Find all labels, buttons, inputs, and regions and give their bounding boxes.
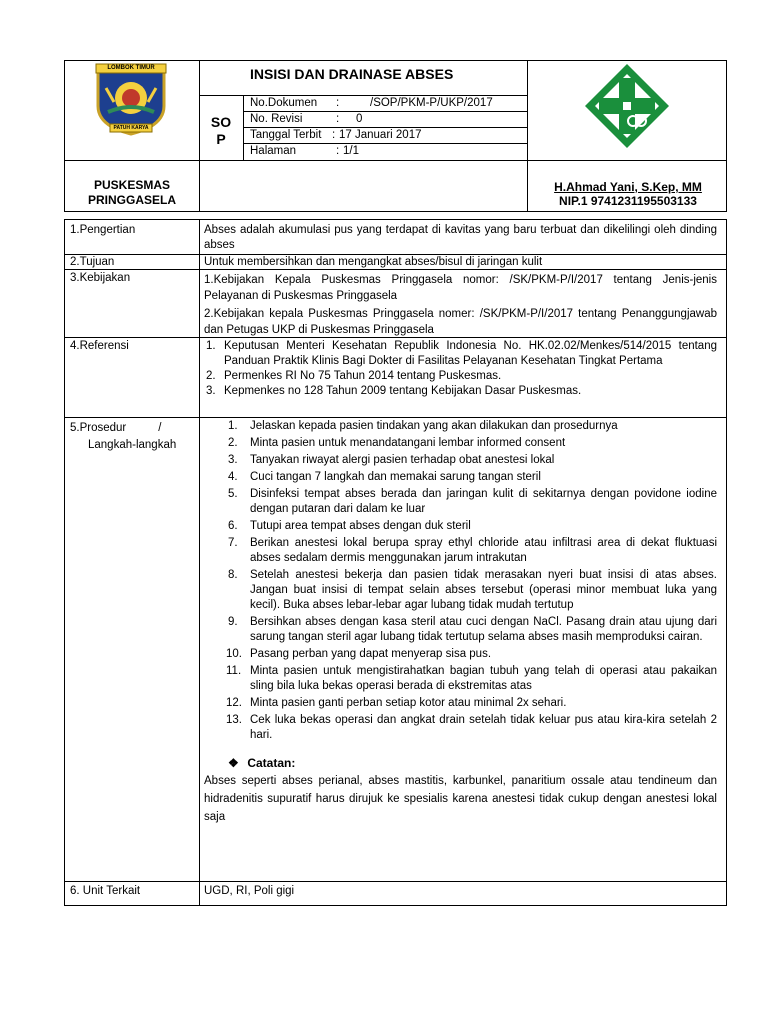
kebijakan-item: 1.Kebijakan Kepala Puskesmas Pringgasela nomor: /SK/PKM-P/I/2017 tentang Jenis-jenis Pelayanan di Puskesmas Pringgasela: [204, 274, 717, 302]
meta-sep: :: [332, 129, 336, 141]
prosedur-text: Minta pasien untuk mengistirahatkan bagian tubuh yang telah di operasi atau pakaikan sling bila luka bekas operasi berada di ekstremitas atas: [250, 665, 717, 692]
divider: [243, 111, 527, 112]
prosedur-text: Cuci tangan 7 langkah dan memakai sarung tangan steril: [250, 471, 541, 483]
org-name-line2: PRINGGASELA: [87, 193, 176, 207]
meta-label: Halaman: [250, 145, 297, 157]
org-name: [66, 178, 198, 208]
prosedur-item: [204, 664, 717, 694]
row-label-kebijakan: 3.Kebijakan: [70, 272, 131, 284]
divider: [199, 95, 527, 96]
prosedur-num: 6.: [228, 520, 238, 532]
meta-row-halaman: [250, 145, 526, 159]
row-text-pengertian: Abses adalah akumulasi pus yang terdapat di kavitas yang baru terbuat dan dikelilingi oleh dinding abses: [204, 224, 717, 251]
signer-nip: NIP.1 9741231195503133: [559, 194, 697, 208]
prosedur-label-line1: [70, 420, 196, 437]
signer-name: H.Ahmad Yani, S.Kep, MM: [554, 180, 702, 194]
meta-sep: :: [336, 113, 340, 125]
prosedur-num: 1.: [228, 420, 238, 432]
prosedur-item: [204, 696, 717, 711]
divider: [243, 127, 527, 128]
meta-value: /SOP/PKM-P/UKP/2017: [370, 97, 493, 109]
prosedur-item: [204, 615, 717, 645]
row-label-pengertian: 1.Pengertian: [70, 224, 136, 236]
prosedur-text: Berikan anestesi lokal berupa spray ethyl chloride atau infiltrasi area di dekat fluktuasi abses sedalam dermis menggunakan jarum intrakutan: [250, 537, 717, 564]
kebijakan-item: 2.Kebijakan kepala Puskesmas Pringgasela nomer: /SK/PKM-P/I/2017 tentang Penanggungjawab dan Petugas UKP di Puskesmas Pringgasela: [204, 308, 717, 336]
prosedur-item: [204, 419, 717, 434]
referensi-item: [204, 339, 717, 369]
referensi-text: Kepmenkes no 128 Tahun 2009 tentang Kebijakan Dasar Puskesmas.: [224, 385, 582, 397]
meta-row-dokumen: [250, 97, 526, 111]
prosedur-num: 9.: [228, 616, 238, 628]
prosedur-num: 3.: [228, 454, 238, 466]
row-label-tujuan: 2.Tujuan: [70, 256, 115, 268]
meta-label: No.Dokumen: [250, 97, 318, 109]
catatan-label: Catatan:: [247, 756, 296, 770]
row-text-tujuan: Untuk membersihkan dan mengangkat abses/bisul di jaringan kulit: [204, 256, 543, 268]
prosedur-item: [204, 487, 717, 517]
prosedur-item: [204, 713, 717, 743]
prosedur-text: Setelah anestesi bekerja dan pasien tidak merasakan nyeri buat insisi di atas abses. Jangan buat insisi di tempat selain abses tersebut (operasi minor membuat luka yang kecil). Buka abses lebar-lebar agar lubang tidak mudah tertutup: [250, 569, 717, 611]
prosedur-num: 10.: [226, 648, 242, 660]
meta-row-tanggal: [250, 129, 526, 143]
prosedur-text: Minta pasien ganti perban setiap kotor atau minimal 2x sehari.: [250, 697, 567, 709]
row-label-unit: 6. Unit Terkait: [70, 885, 141, 897]
prosedur-num: 11.: [226, 665, 242, 677]
row-label-referensi: 4.Referensi: [70, 340, 129, 352]
prosedur-text: Minta pasien untuk menandatangani lembar informed consent: [250, 437, 566, 449]
prosedur-label-line2: Langkah-langkah: [88, 439, 177, 451]
meta-value: 17 Januari 2017: [339, 129, 422, 141]
divider: [64, 881, 727, 882]
referensi-item: [204, 384, 717, 399]
divider: [64, 254, 727, 255]
divider: [243, 143, 527, 144]
catatan-heading: [204, 755, 717, 771]
document-title: INSISI DAN DRAINASE ABSES: [250, 66, 454, 82]
row-text-unit: UGD, RI, Poli gigi: [204, 885, 295, 897]
prosedur-label-text: 5.Prosedur /: [70, 422, 162, 434]
prosedur-item: [204, 536, 717, 566]
prosedur-text: Bersihkan abses dengan kasa steril atau cuci dengan NaCl. Pasang drain atau ujung dari sarung tangan steril agar lubang tidak tertutup selama abses masih memproduksi cairan.: [250, 616, 717, 643]
org-name-line1: PUSKESMAS: [93, 178, 170, 192]
prosedur-num: 4.: [228, 471, 238, 483]
prosedur-num: 5.: [228, 488, 238, 500]
prosedur-text: Cek luka bekas operasi dan angkat drain setelah tidak keluar pus atau kira-kira setelah 2 hari.: [250, 714, 717, 741]
sop-label-text: SO P: [210, 114, 232, 147]
signer-block: [530, 180, 726, 208]
referensi-item: [204, 369, 717, 384]
prosedur-text: Disinfeksi tempat abses berada dan jaringan kulit di sekitarnya dengan povidone iodine dengan putaran dari dalam ke luar: [250, 488, 717, 515]
meta-sep: :: [336, 145, 340, 157]
meta-label: No. Revisi: [250, 113, 303, 125]
prosedur-num: 8.: [228, 569, 238, 581]
divider: [243, 95, 244, 161]
prosedur-num: 13.: [226, 714, 242, 726]
meta-sep: :: [336, 97, 340, 109]
row-label-prosedur: [70, 420, 196, 454]
divider: [64, 417, 727, 418]
referensi-list: [204, 339, 717, 399]
divider: [199, 219, 200, 906]
kebijakan-list: [204, 272, 717, 338]
prosedur-item: [204, 453, 717, 468]
meta-row-revisi: [250, 113, 526, 127]
prosedur-text: Tanyakan riwayat alergi pasien terhadap obat anestesi lokal: [250, 454, 555, 466]
sop-label: [204, 114, 238, 148]
prosedur-num: 2.: [228, 437, 238, 449]
meta-value: 1/1: [343, 145, 359, 157]
logo-top-text: LOMBOK TIMUR: [107, 65, 155, 71]
diamond-bullet-icon: ❖: [228, 756, 239, 770]
prosedur-item: [204, 647, 717, 662]
prosedur-item: [204, 519, 717, 534]
prosedur-text: Tutupi area tempat abses dengan duk steril: [250, 520, 471, 532]
referensi-num: 2.: [206, 370, 216, 382]
prosedur-num: 12.: [226, 697, 242, 709]
prosedur-text: Jelaskan kepada pasien tindakan yang akan dilakukan dan prosedurnya: [250, 420, 618, 432]
divider: [64, 269, 727, 270]
referensi-num: 1.: [206, 340, 216, 352]
catatan-text: Abses seperti abses perianal, abses mastitis, karbunkel, panaritium ossale atau tendineum dan hidradenitis supuratif harus dirujuk ke spesialis karena anestesi tidak cukup dengan anestesi lokal saja: [204, 775, 717, 823]
prosedur-num: 7.: [228, 537, 238, 549]
meta-value: 0: [356, 113, 363, 125]
prosedur-item: [204, 470, 717, 485]
referensi-num: 3.: [206, 385, 216, 397]
logo-bottom-text: PATUH KARYA: [113, 125, 149, 131]
meta-label: Tanggal Terbit: [250, 129, 322, 141]
prosedur-list: [204, 419, 717, 826]
district-logo: [92, 62, 170, 136]
prosedur-text: Pasang perban yang dapat menyerap sisa pus.: [250, 648, 492, 660]
referensi-text: Permenkes RI No 75 Tahun 2014 tentang Puskesmas.: [224, 370, 502, 382]
prosedur-item: [204, 436, 717, 451]
referensi-text: Keputusan Menteri Kesehatan Republik Indonesia No. HK.02.02/Menkes/514/2015 tentang Panduan Praktik Klinis Bagi Dokter di Fasilitas Pelayanan Kesehatan Tingkat Pertama: [224, 340, 717, 367]
puskesmas-logo: [583, 62, 671, 152]
prosedur-item: [204, 568, 717, 613]
